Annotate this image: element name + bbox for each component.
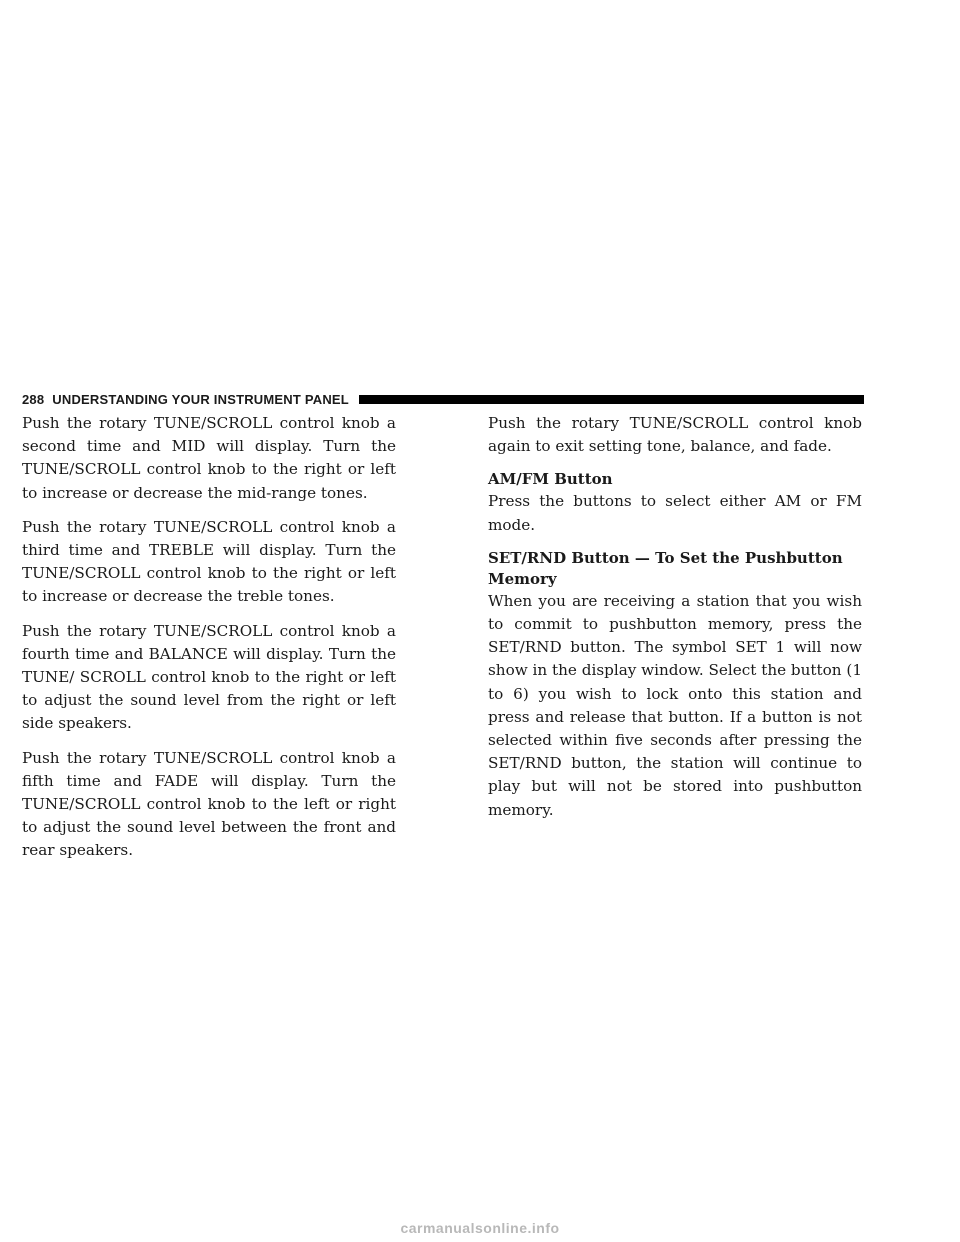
paragraph-treble: Push the rotary TUNE/SCROLL control knob a third time and TREBLE will display. Turn the TUNE/SCROLL control knob to the right or left to increase or decrease the treble tones. xyxy=(22,517,396,606)
section-title: UNDERSTANDING YOUR INSTRUMENT PANEL xyxy=(52,391,349,407)
paragraph-amfm: Press the buttons to select either AM or FM mode. xyxy=(488,492,862,534)
paragraph-fade: Push the rotary TUNE/SCROLL control knob a fifth time and FADE will display. Turn the TUNE/SCROLL control knob to the left or right to adjust the sound level between the front and rear speakers. xyxy=(22,748,396,860)
heading-amfm-button: AM/FM Button xyxy=(488,470,613,489)
paragraph-balance: Push the rotary TUNE/SCROLL control knob a fourth time and BALANCE will display. Turn the TUNE/ SCROLL control knob to the right or left to adjust the sound level from the right or left side speakers. xyxy=(22,621,396,733)
page-number: 288 xyxy=(22,391,45,407)
paragraph-setrnd: When you are receiving a station that you wish to commit to pushbutton memory, press the SET/RND button. The symbol SET 1 will now show in the display window. Select the button (1 to 6) you wish to lock onto this station and press and release that button. If a button is not selected within five seconds after pressing the SET/RND button, the station will continue to play but will not be stored into pushbutton memory. xyxy=(488,591,862,819)
paragraph-mid: Push the rotary TUNE/SCROLL control knob a second time and MID will display. Turn the TUNE/SCROLL control knob to the right or left to increase or decrease the mid-range tones. xyxy=(22,414,396,502)
paragraph-exit-setting: Push the rotary TUNE/SCROLL control knob again to exit setting tone, balance, and fade. xyxy=(488,414,862,456)
right-column xyxy=(488,412,862,833)
page-header xyxy=(22,388,864,410)
left-column xyxy=(22,412,396,874)
heading-setrnd-button: SET/RND Button — To Set the Pushbutton Memory xyxy=(488,548,843,588)
header-rule xyxy=(359,395,864,404)
footer-watermark: carmanualsonline.info xyxy=(400,1220,560,1236)
